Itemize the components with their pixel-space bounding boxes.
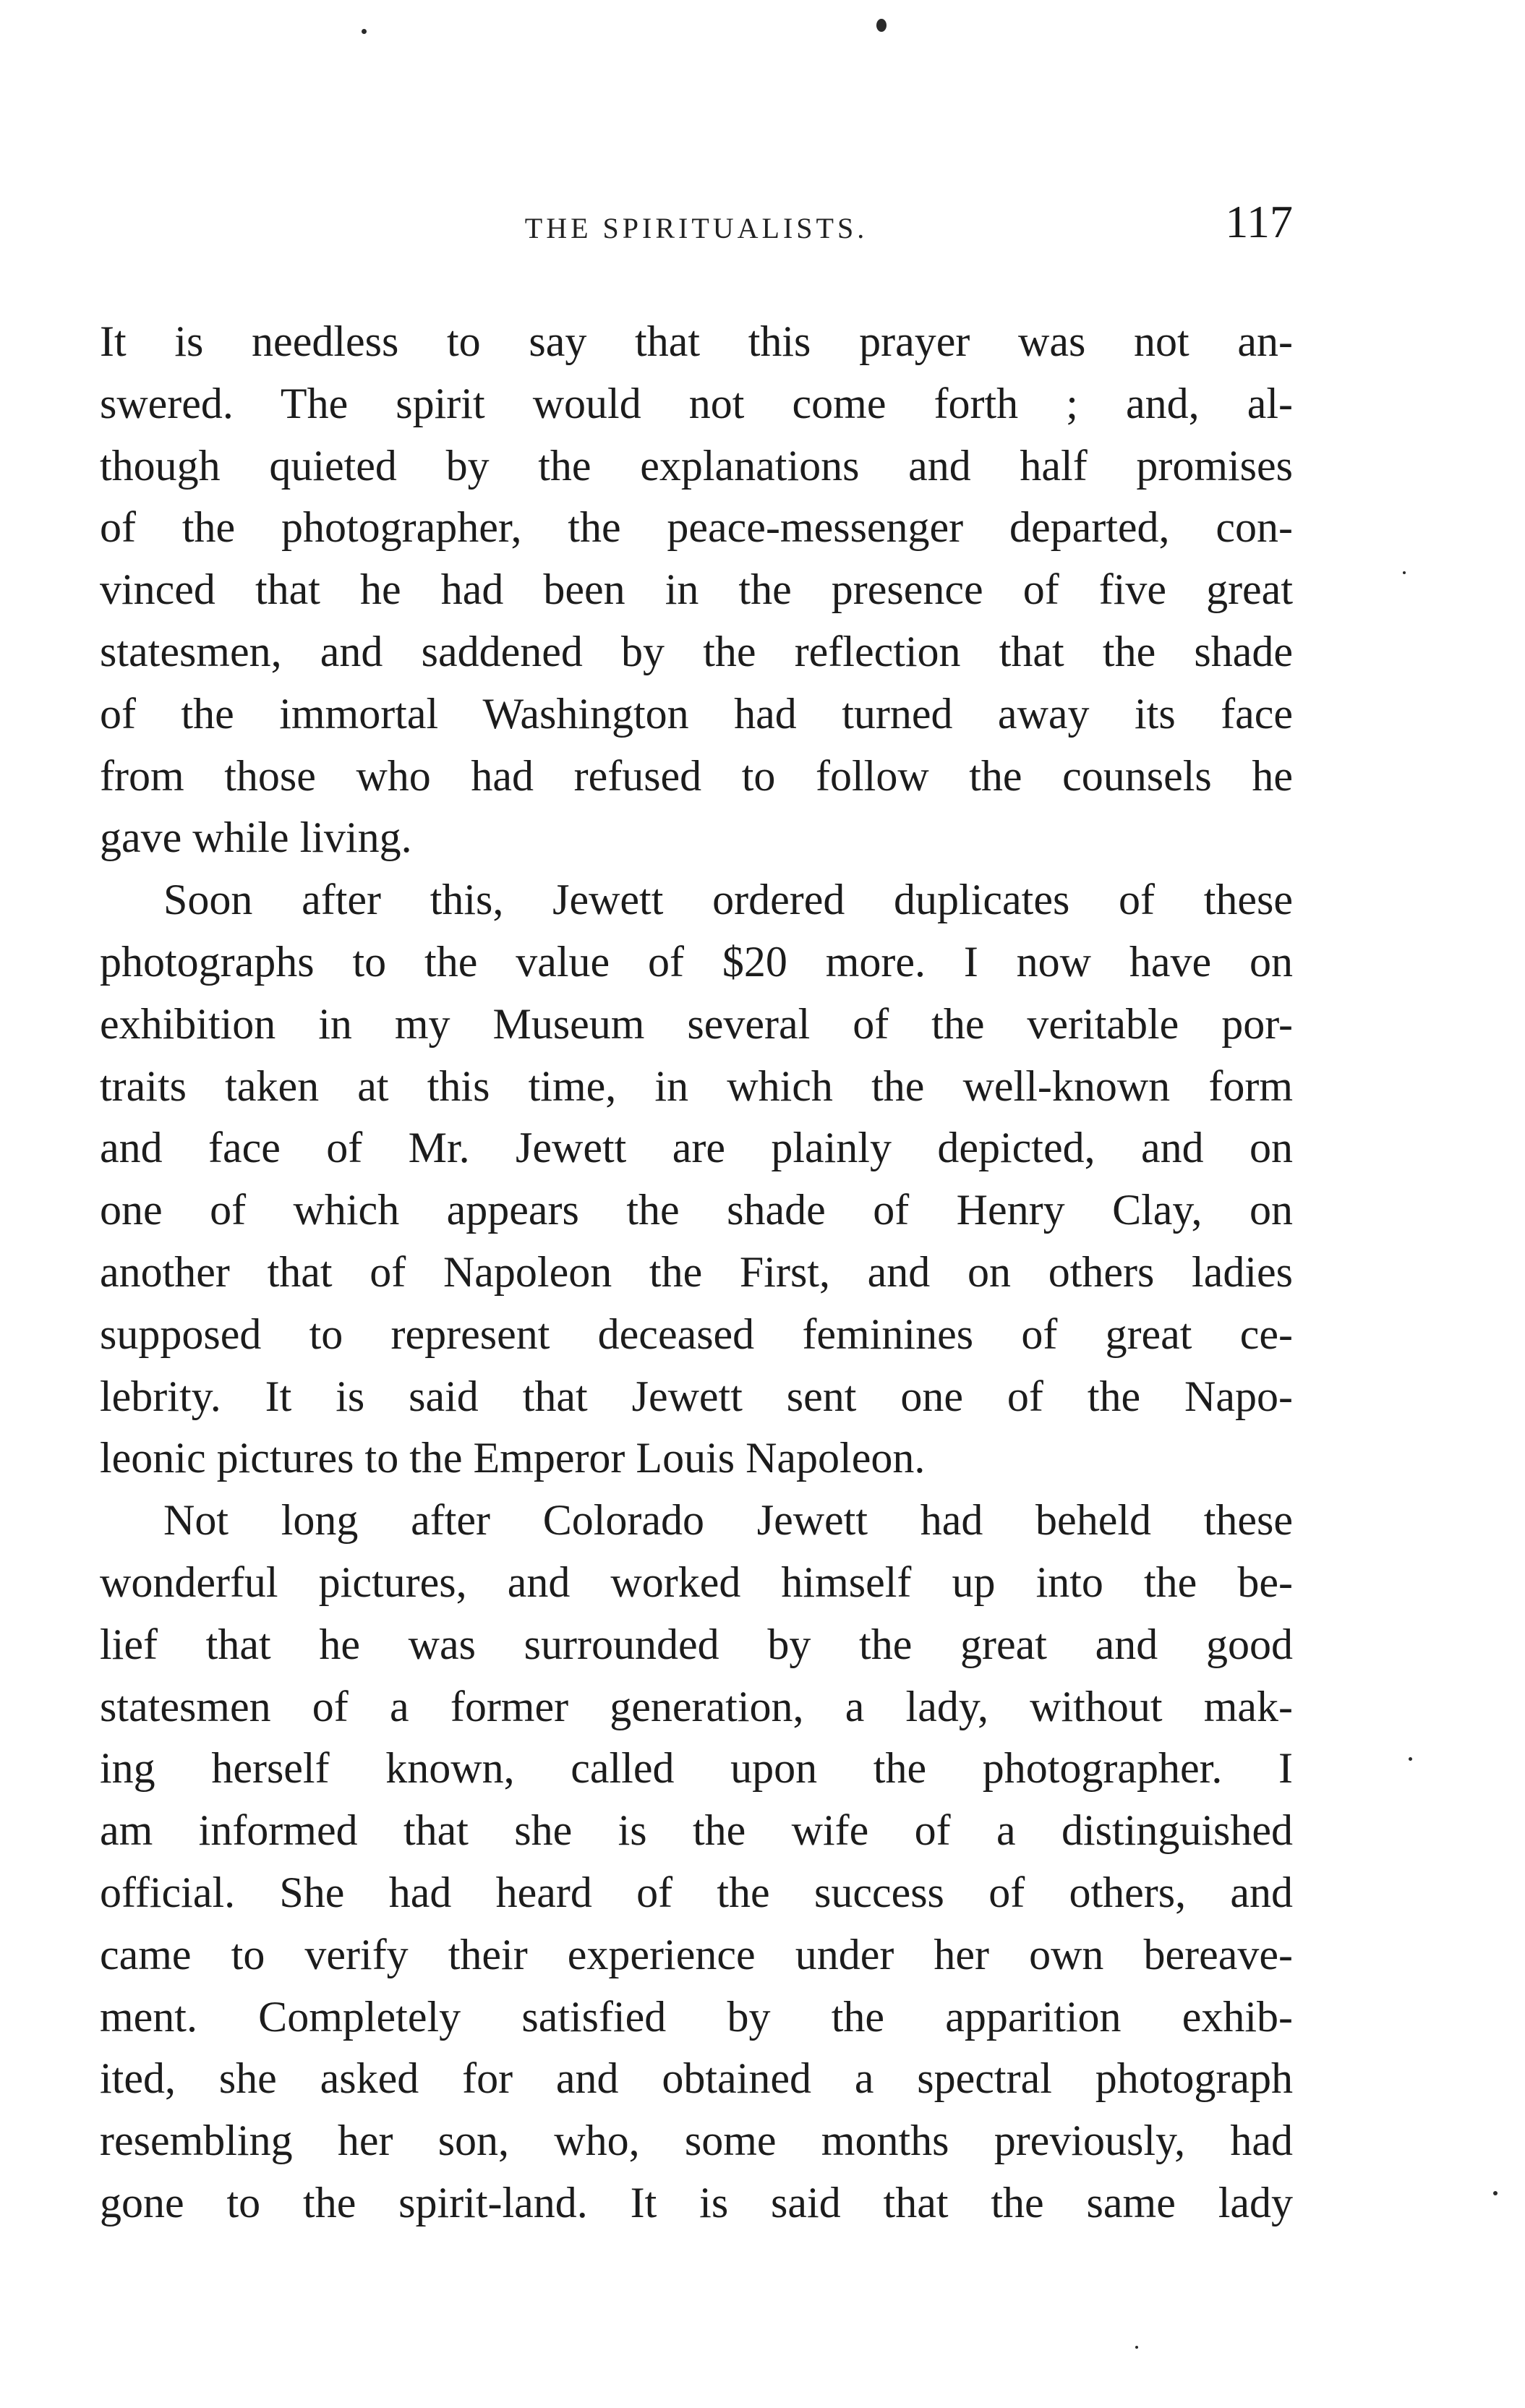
ink-speck [1409, 1757, 1412, 1761]
paragraph-3 [100, 1490, 1293, 2234]
text-line: of the photographer, the peace-messenger departed, con- [100, 503, 1293, 552]
text-line: though quieted by the explanations and half promises [100, 441, 1293, 490]
text-line: another that of Napoleon the First, and on others ladies [100, 1247, 1293, 1296]
text-line: Not long after Colorado Jewett had beheld these [163, 1496, 1293, 1545]
text-line: It is needless to say that this prayer was not an- [100, 317, 1293, 365]
text-line: ing herself known, called upon the photographer. I [100, 1744, 1293, 1793]
text-line: one of which appears the shade of Henry Clay, on [100, 1186, 1293, 1234]
text-line: leonic pictures to the Emperor Louis Napoleon. [100, 1434, 926, 1482]
text-line: swered. The spirit would not come forth ; and, al- [100, 379, 1293, 427]
text-line: Soon after this, Jewett ordered duplicates of these [163, 876, 1293, 924]
text-line: and face of Mr. Jewett are plainly depicted, and on [100, 1124, 1293, 1172]
text-line: supposed to represent deceased feminines of great ce- [100, 1310, 1293, 1358]
text-line: official. She had heard of the success of others, and [100, 1868, 1293, 1916]
text-line: lief that he was surrounded by the great and good [100, 1620, 1293, 1668]
text-line: gave while living. [100, 814, 412, 862]
text-line: photographs to the value of $20 more. I now have on [100, 937, 1293, 986]
text-line: lebrity. It is said that Jewett sent one of the Napo- [100, 1372, 1293, 1420]
running-head [100, 195, 1293, 260]
running-title: THE SPIRITUALISTS. [524, 212, 868, 244]
text-line: ited, she asked for and obtained a spectral photograph [100, 2054, 1293, 2103]
ink-speck [1493, 2191, 1498, 2195]
body-text [100, 311, 1293, 2234]
text-line: came to verify their experience under her own bereave- [100, 1930, 1293, 1978]
paragraph-2 [100, 869, 1293, 1490]
text-line: of the immortal Washington had turned away its face [100, 689, 1293, 738]
ink-speck [876, 19, 887, 32]
text-line: from those who had refused to follow the counsels he [100, 751, 1293, 800]
text-line: traits taken at this time, in which the well-known form [100, 1062, 1293, 1110]
text-line: am informed that she is the wife of a distinguished [100, 1806, 1293, 1855]
text-line: wonderful pictures, and worked himself up into the be- [100, 1558, 1293, 1606]
text-line: resembling her son, who, some months previously, had [100, 2117, 1293, 2165]
ink-speck [1135, 2346, 1138, 2349]
ink-speck [362, 29, 367, 34]
text-line: vinced that he had been in the presence of five great [100, 565, 1293, 614]
text-line: exhibition in my Museum several of the veritable por- [100, 999, 1293, 1048]
text-line: gone to the spirit-land. It is said that the same lady [100, 2178, 1293, 2226]
page-number: 117 [1225, 196, 1293, 247]
text-line: statesmen, and saddened by the reflection that the shade [100, 627, 1293, 675]
text-line: ment. Completely satisfied by the apparition exhib- [100, 1992, 1293, 2041]
paragraph-1 [100, 311, 1293, 869]
text-line: statesmen of a former generation, a lady, without mak- [100, 1682, 1293, 1730]
ink-speck [1403, 571, 1406, 574]
